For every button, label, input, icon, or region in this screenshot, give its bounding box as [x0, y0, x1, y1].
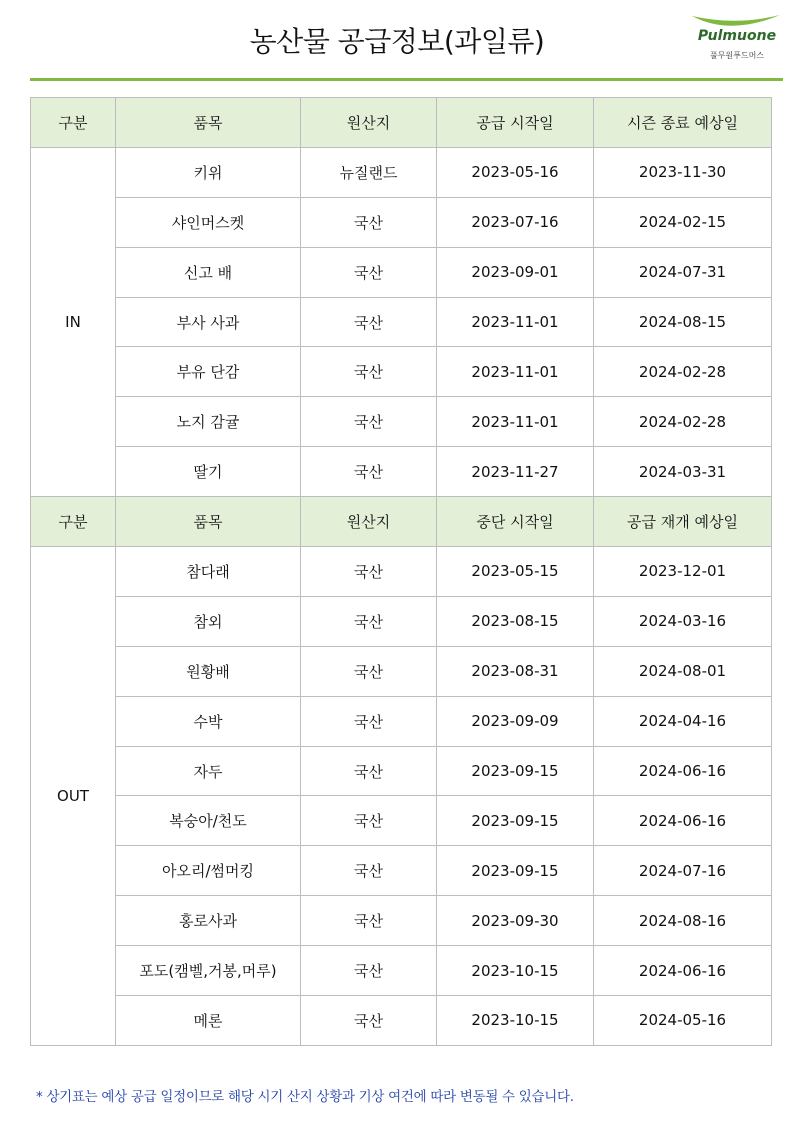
- item-name-cell: 수박: [116, 696, 301, 746]
- end-date-cell: 2024-06-16: [594, 796, 772, 846]
- origin-cell: 국산: [301, 846, 437, 896]
- origin-cell: 국산: [301, 896, 437, 946]
- table-row: [31, 996, 772, 1046]
- start-date-cell: 2023-10-15: [437, 996, 594, 1046]
- end-date-cell: 2024-07-16: [594, 846, 772, 896]
- start-date-cell: 2023-08-15: [437, 596, 594, 646]
- table-row: [31, 596, 772, 646]
- end-date-cell: 2024-02-15: [594, 197, 772, 247]
- item-name-cell: 노지 감귤: [116, 397, 301, 447]
- origin-cell: 뉴질랜드: [301, 147, 437, 197]
- out-header-cell: 구분: [31, 497, 116, 547]
- page-title: 농산물 공급정보(과일류): [249, 25, 545, 58]
- end-date-cell: 2024-08-16: [594, 896, 772, 946]
- out-header-cell: 원산지: [301, 497, 437, 547]
- logo-wordmark: Pulmuone: [697, 28, 777, 44]
- table-row: [31, 397, 772, 447]
- out-header-cell: 중단 시작일: [437, 497, 594, 547]
- origin-cell: 국산: [301, 646, 437, 696]
- end-date-cell: 2023-12-01: [594, 547, 772, 597]
- logo-subtext: 풀무원푸드머스: [709, 51, 765, 60]
- start-date-cell: 2023-09-01: [437, 247, 594, 297]
- start-date-cell: 2023-08-31: [437, 646, 594, 696]
- origin-cell: 국산: [301, 746, 437, 796]
- end-date-cell: 2024-02-28: [594, 397, 772, 447]
- table-row: [31, 547, 772, 597]
- end-date-cell: 2024-07-31: [594, 247, 772, 297]
- in-header-row: [31, 98, 772, 148]
- origin-cell: 국산: [301, 247, 437, 297]
- item-name-cell: 샤인머스켓: [116, 197, 301, 247]
- table-row: [31, 846, 772, 896]
- item-name-cell: 딸기: [116, 447, 301, 497]
- origin-cell: 국산: [301, 996, 437, 1046]
- in-group-label: IN: [31, 147, 116, 496]
- start-date-cell: 2023-09-15: [437, 746, 594, 796]
- start-date-cell: 2023-09-15: [437, 846, 594, 896]
- table-row: [31, 796, 772, 846]
- origin-cell: 국산: [301, 347, 437, 397]
- item-name-cell: 참외: [116, 596, 301, 646]
- end-date-cell: 2024-03-16: [594, 596, 772, 646]
- table-row: [31, 447, 772, 497]
- table-row: [31, 197, 772, 247]
- origin-cell: 국산: [301, 297, 437, 347]
- supply-table-body: [31, 98, 772, 1046]
- item-name-cell: 원황배: [116, 646, 301, 696]
- title-divider: [30, 78, 783, 81]
- start-date-cell: 2023-05-15: [437, 547, 594, 597]
- item-name-cell: 메론: [116, 996, 301, 1046]
- in-header-cell: 품목: [116, 98, 301, 148]
- item-name-cell: 아오리/썸머킹: [116, 846, 301, 896]
- item-name-cell: 부유 단감: [116, 347, 301, 397]
- end-date-cell: 2024-06-16: [594, 746, 772, 796]
- origin-cell: 국산: [301, 197, 437, 247]
- start-date-cell: 2023-09-15: [437, 796, 594, 846]
- table-row: [31, 347, 772, 397]
- origin-cell: 국산: [301, 447, 437, 497]
- origin-cell: 국산: [301, 696, 437, 746]
- item-name-cell: 포도(캠벨,거봉,머루): [116, 946, 301, 996]
- end-date-cell: 2024-04-16: [594, 696, 772, 746]
- item-name-cell: 자두: [116, 746, 301, 796]
- origin-cell: 국산: [301, 596, 437, 646]
- table-row: [31, 646, 772, 696]
- start-date-cell: 2023-10-15: [437, 946, 594, 996]
- item-name-cell: 홍로사과: [116, 896, 301, 946]
- in-header-cell: 시즌 종료 예상일: [594, 98, 772, 148]
- end-date-cell: 2024-05-16: [594, 996, 772, 1046]
- end-date-cell: 2024-08-01: [594, 646, 772, 696]
- end-date-cell: 2023-11-30: [594, 147, 772, 197]
- supply-table: [30, 97, 772, 1046]
- start-date-cell: 2023-11-01: [437, 397, 594, 447]
- item-name-cell: 복숭아/천도: [116, 796, 301, 846]
- item-name-cell: 참다래: [116, 547, 301, 597]
- start-date-cell: 2023-05-16: [437, 147, 594, 197]
- end-date-cell: 2024-06-16: [594, 946, 772, 996]
- start-date-cell: 2023-09-09: [437, 696, 594, 746]
- start-date-cell: 2023-11-01: [437, 347, 594, 397]
- start-date-cell: 2023-09-30: [437, 896, 594, 946]
- out-group-label: OUT: [31, 547, 116, 1046]
- origin-cell: 국산: [301, 397, 437, 447]
- table-row: [31, 147, 772, 197]
- origin-cell: 국산: [301, 796, 437, 846]
- origin-cell: 국산: [301, 946, 437, 996]
- in-header-cell: 구분: [31, 98, 116, 148]
- table-row: [31, 297, 772, 347]
- table-row: [31, 696, 772, 746]
- table-row: [31, 896, 772, 946]
- item-name-cell: 키위: [116, 147, 301, 197]
- origin-cell: 국산: [301, 547, 437, 597]
- footnote: * 상기표는 예상 공급 일정이므로 해당 시기 산지 상황과 기상 여건에 따라 변동될 수 있습니다.: [36, 1089, 574, 1105]
- end-date-cell: 2024-03-31: [594, 447, 772, 497]
- start-date-cell: 2023-11-27: [437, 447, 594, 497]
- in-header-cell: 원산지: [301, 98, 437, 148]
- item-name-cell: 부사 사과: [116, 297, 301, 347]
- out-header-cell: 품목: [116, 497, 301, 547]
- out-header-row: [31, 497, 772, 547]
- start-date-cell: 2023-07-16: [437, 197, 594, 247]
- pulmuone-logo: [690, 12, 782, 68]
- table-row: [31, 746, 772, 796]
- table-row: [31, 946, 772, 996]
- table-row: [31, 247, 772, 297]
- in-header-cell: 공급 시작일: [437, 98, 594, 148]
- start-date-cell: 2023-11-01: [437, 297, 594, 347]
- item-name-cell: 신고 배: [116, 247, 301, 297]
- out-header-cell: 공급 재개 예상일: [594, 497, 772, 547]
- end-date-cell: 2024-08-15: [594, 297, 772, 347]
- end-date-cell: 2024-02-28: [594, 347, 772, 397]
